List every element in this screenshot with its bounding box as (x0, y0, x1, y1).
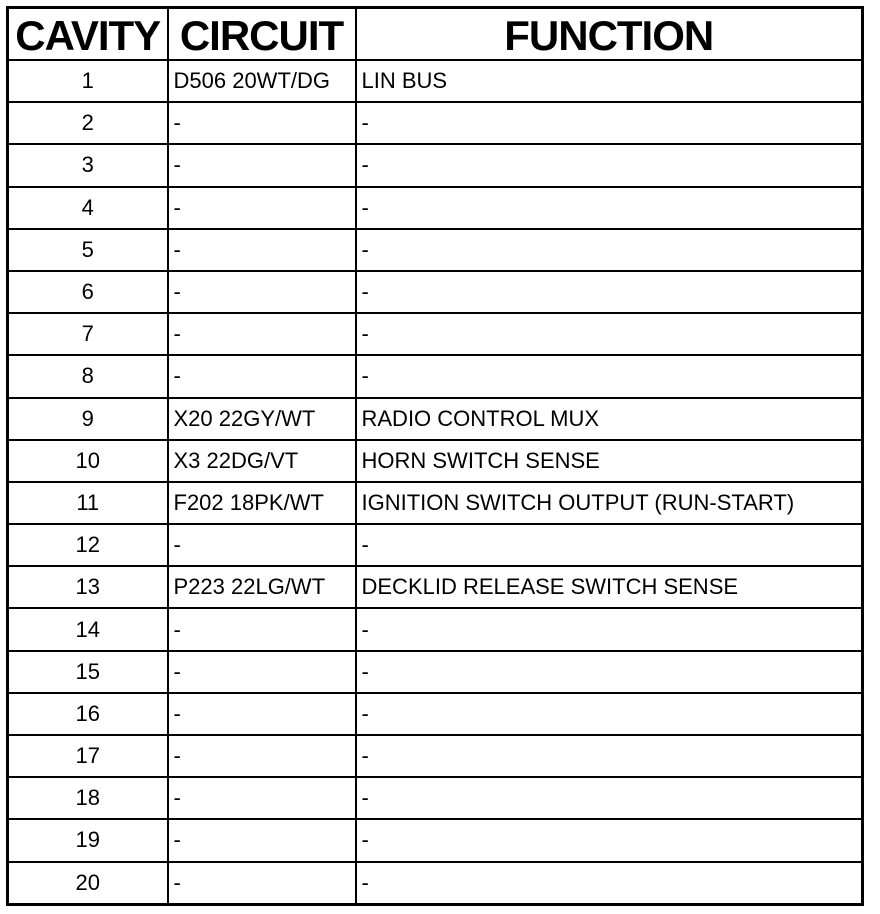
circuit-cell: - (168, 651, 356, 693)
cavity-cell: 4 (8, 187, 168, 229)
table-row (8, 735, 863, 777)
table-row (8, 187, 863, 229)
function-cell: IGNITION SWITCH OUTPUT (RUN-START) (356, 482, 863, 524)
function-cell: - (356, 229, 863, 271)
cavity-cell: 17 (8, 735, 168, 777)
table-row (8, 777, 863, 819)
cavity-cell: 11 (8, 482, 168, 524)
pin-rows (8, 60, 863, 905)
cavity-cell: 9 (8, 398, 168, 440)
function-cell: - (356, 313, 863, 355)
function-cell: DECKLID RELEASE SWITCH SENSE (356, 566, 863, 608)
cavity-cell: 18 (8, 777, 168, 819)
function-cell: - (356, 819, 863, 861)
function-cell: - (356, 524, 863, 566)
connector-pinout-table (6, 6, 864, 906)
circuit-cell: - (168, 102, 356, 144)
circuit-cell: D506 20WT/DG (168, 60, 356, 102)
circuit-cell: X3 22DG/VT (168, 440, 356, 482)
cavity-cell: 13 (8, 566, 168, 608)
cavity-cell: 15 (8, 651, 168, 693)
header-row (8, 8, 863, 61)
circuit-cell: - (168, 313, 356, 355)
function-cell: - (356, 777, 863, 819)
table-row (8, 651, 863, 693)
table-row (8, 608, 863, 650)
circuit-cell: - (168, 229, 356, 271)
function-cell: HORN SWITCH SENSE (356, 440, 863, 482)
function-cell: - (356, 651, 863, 693)
function-cell: - (356, 693, 863, 735)
circuit-cell: F202 18PK/WT (168, 482, 356, 524)
circuit-cell: - (168, 819, 356, 861)
circuit-cell: - (168, 271, 356, 313)
function-cell: - (356, 271, 863, 313)
circuit-cell: - (168, 735, 356, 777)
function-cell: - (356, 735, 863, 777)
cavity-cell: 12 (8, 524, 168, 566)
cavity-cell: 2 (8, 102, 168, 144)
cavity-cell: 10 (8, 440, 168, 482)
table-row (8, 482, 863, 524)
function-header: FUNCTION (356, 8, 863, 61)
table-row (8, 144, 863, 186)
function-cell: - (356, 187, 863, 229)
circuit-cell: - (168, 777, 356, 819)
cavity-cell: 3 (8, 144, 168, 186)
circuit-cell: - (168, 355, 356, 397)
function-cell: - (356, 608, 863, 650)
table-row (8, 271, 863, 313)
function-cell: - (356, 144, 863, 186)
circuit-cell: - (168, 693, 356, 735)
circuit-cell: - (168, 144, 356, 186)
cavity-cell: 20 (8, 862, 168, 905)
cavity-cell: 5 (8, 229, 168, 271)
cavity-cell: 6 (8, 271, 168, 313)
cavity-cell: 8 (8, 355, 168, 397)
circuit-header: CIRCUIT (168, 8, 356, 61)
circuit-cell: - (168, 862, 356, 905)
function-cell: - (356, 862, 863, 905)
table-row (8, 355, 863, 397)
table-row (8, 60, 863, 102)
function-cell: RADIO CONTROL MUX (356, 398, 863, 440)
circuit-cell: - (168, 187, 356, 229)
table-row (8, 102, 863, 144)
table-row (8, 819, 863, 861)
circuit-cell: - (168, 524, 356, 566)
cavity-cell: 16 (8, 693, 168, 735)
circuit-cell: P223 22LG/WT (168, 566, 356, 608)
function-cell: - (356, 355, 863, 397)
table-row (8, 398, 863, 440)
function-cell: LIN BUS (356, 60, 863, 102)
table-row (8, 440, 863, 482)
cavity-cell: 7 (8, 313, 168, 355)
table-row (8, 524, 863, 566)
table-row (8, 229, 863, 271)
table-row (8, 566, 863, 608)
table-row (8, 693, 863, 735)
table-row (8, 313, 863, 355)
table-row (8, 862, 863, 905)
cavity-cell: 19 (8, 819, 168, 861)
cavity-cell: 14 (8, 608, 168, 650)
cavity-header: CAVITY (8, 8, 168, 61)
circuit-cell: X20 22GY/WT (168, 398, 356, 440)
function-cell: - (356, 102, 863, 144)
cavity-cell: 1 (8, 60, 168, 102)
circuit-cell: - (168, 608, 356, 650)
